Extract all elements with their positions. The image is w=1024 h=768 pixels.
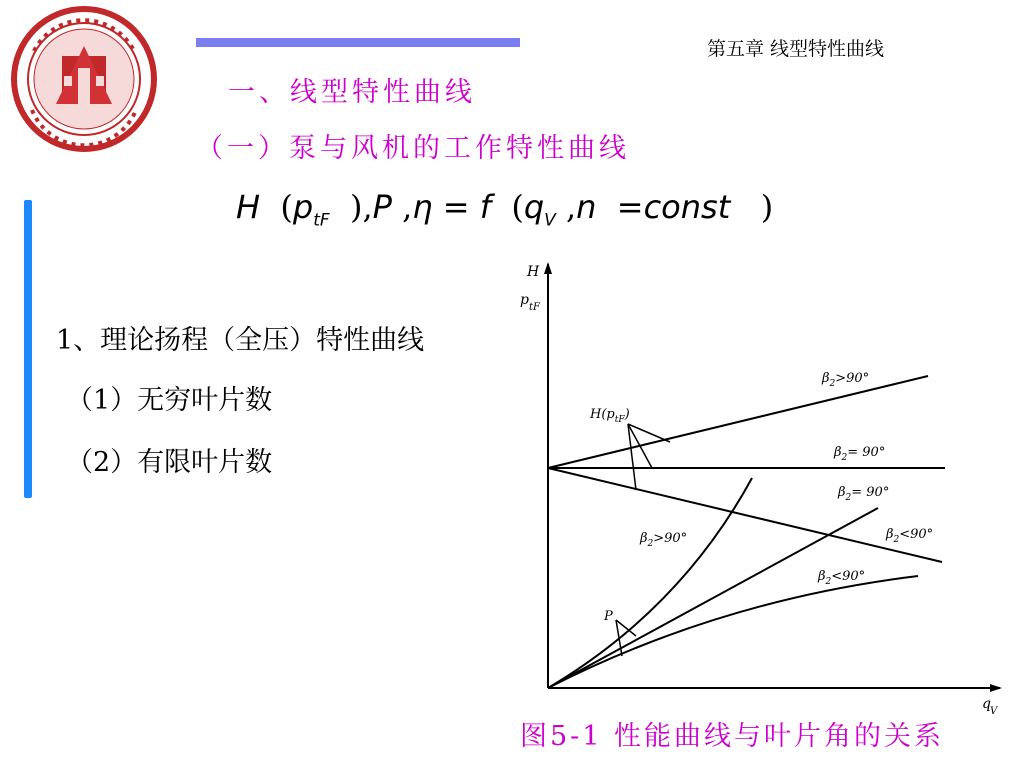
- h-curve-label: $H(p_{tF})$: [590, 407, 630, 425]
- header-accent-bar: [196, 38, 520, 47]
- h-label-leader-1: [628, 424, 670, 442]
- y-axis-arrow: [544, 262, 552, 274]
- formula-f: f: [479, 188, 491, 226]
- label-p-beta-lt-90: $\beta_2<90^\circ$: [818, 569, 866, 587]
- x-axis-label-q-sub: V: [990, 706, 998, 717]
- formula-P: P: [372, 188, 392, 226]
- label-h-beta-eq-90: $\beta_2= 90^\circ$: [834, 445, 886, 463]
- left-accent-bar: [24, 200, 32, 498]
- label-p-beta-gt-90: $\beta_2>90^\circ$: [640, 531, 688, 549]
- subsection-heading: （一）泵与风机的工作特性曲线: [196, 133, 630, 164]
- p-curve-label: P: [604, 609, 613, 624]
- formula: H ($p_{tF}$ ),P ,η = f ($q_V$ ,n =const ): [236, 188, 774, 231]
- formula-n: n: [576, 188, 597, 226]
- h-label-leader-3: [628, 424, 636, 490]
- y-axis-label-p: p: [520, 292, 529, 308]
- university-logo: [4, 6, 164, 152]
- figure-caption: 图5-1 性能曲线与叶片角的关系: [520, 721, 945, 752]
- section-heading: 一、线型特性曲线: [228, 77, 476, 108]
- p-curve-beta-lt-90: [548, 576, 918, 688]
- label-h-beta-lt-90: $\beta_2<90^\circ$: [886, 527, 934, 545]
- y-axis-label-H: H: [527, 264, 540, 280]
- label-h-beta-gt-90: $\beta_2>90^\circ$: [822, 371, 870, 389]
- x-axis-arrow: [990, 684, 1002, 692]
- chapter-title: 第五章 线型特性曲线: [707, 38, 885, 60]
- h-curve-beta-lt-90: [548, 468, 942, 562]
- performance-curve-figure: [506, 256, 1014, 720]
- h-label-leader-2: [628, 424, 652, 468]
- list-item-infinite-blades: （1）无穷叶片数: [66, 385, 273, 416]
- list-item-theoretical-head: 1、理论扬程（全压）特性曲线: [56, 325, 425, 356]
- formula-q: q: [523, 188, 545, 226]
- x-axis-label-q: q: [982, 696, 991, 712]
- label-p-beta-eq-90: $\beta_2= 90^\circ$: [838, 485, 890, 503]
- formula-const: const: [643, 188, 731, 226]
- p-curve-beta-eq-90: [548, 508, 878, 688]
- list-item-finite-blades: （2）有限叶片数: [66, 447, 273, 478]
- formula-q-sub: V: [544, 210, 556, 231]
- formula-p-sub: tF: [313, 210, 330, 231]
- formula-H: H: [236, 188, 261, 226]
- y-axis-label-p-sub: tF: [529, 302, 540, 313]
- formula-p: p: [292, 188, 314, 226]
- formula-eta: η: [412, 188, 433, 226]
